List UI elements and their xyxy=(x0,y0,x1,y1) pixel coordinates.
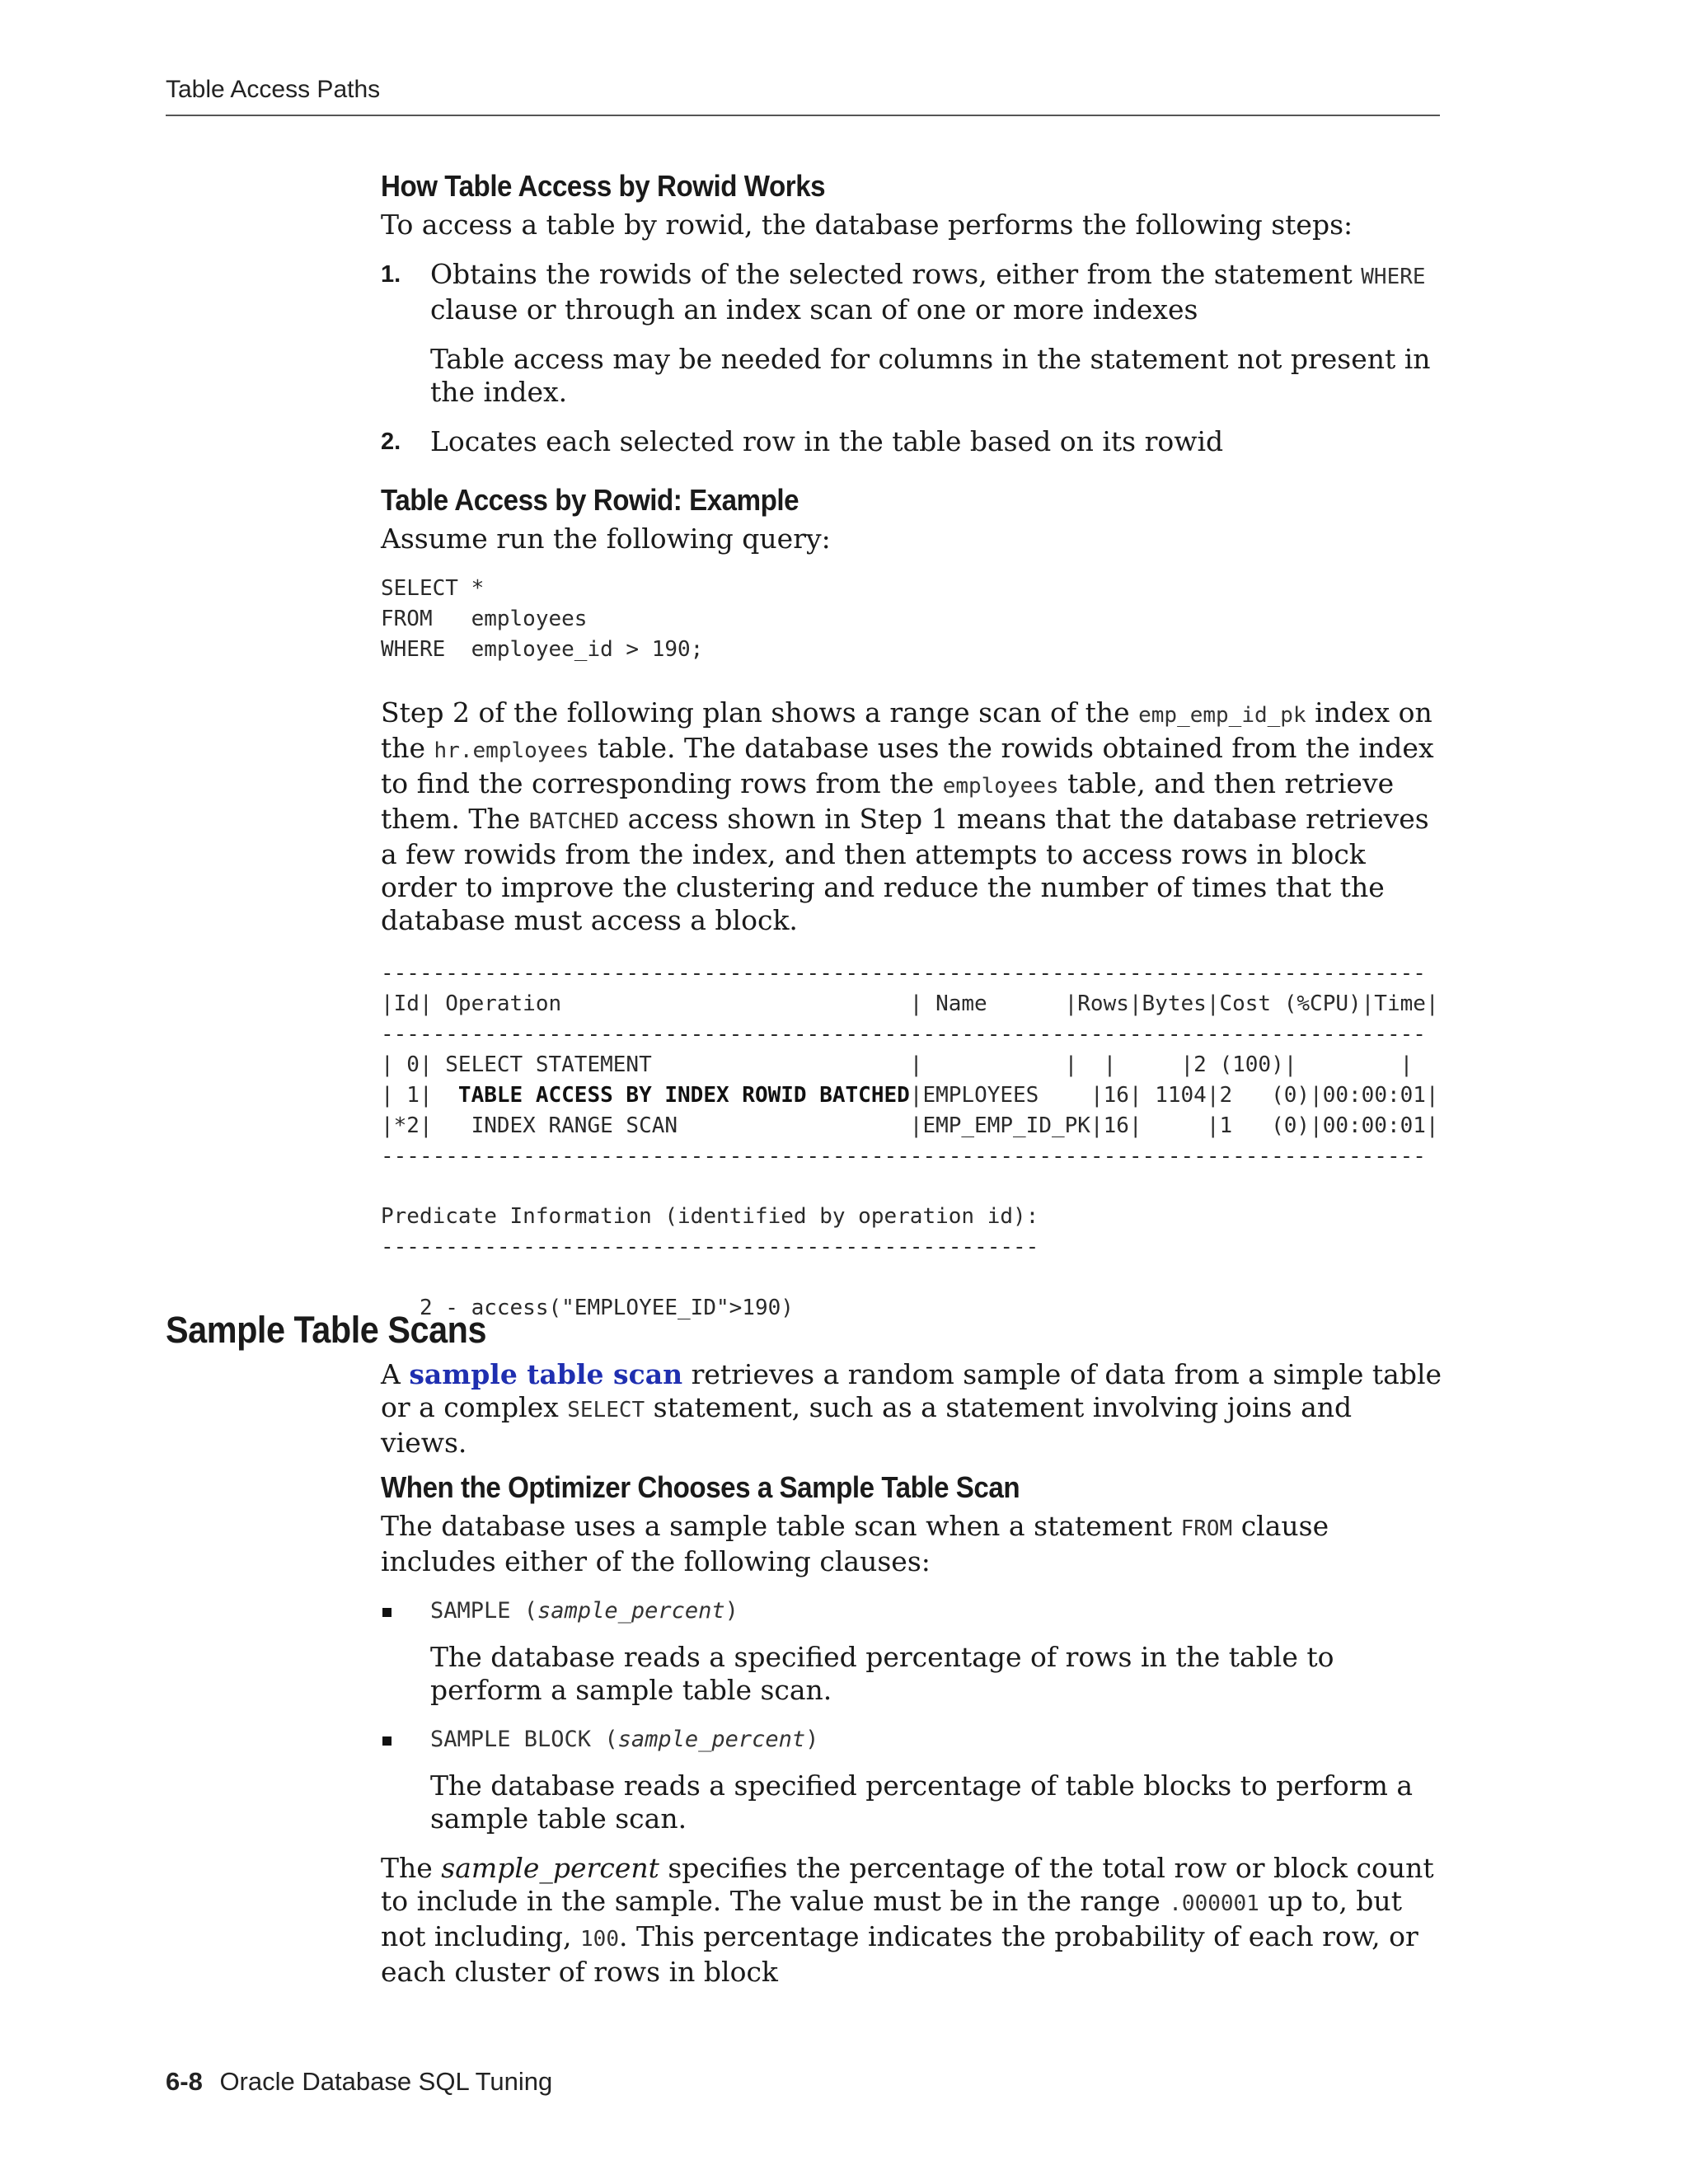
clause-description: The database reads a specified percentage of rows in the table to perform a sample table scan. xyxy=(430,1641,1334,1706)
text: A xyxy=(381,1358,410,1390)
clause-description: The database reads a specified percentage of table blocks to perform a sample table scan. xyxy=(430,1769,1414,1835)
text: The xyxy=(381,1852,442,1884)
inline-code: BATCHED xyxy=(528,809,620,834)
predicate-rule: --------------------------------------------------- xyxy=(381,1235,1039,1259)
plan-cell: |EMPLOYEES |16| 1104|2 (0)|00:00:01| xyxy=(909,1083,1439,1108)
predicate-information xyxy=(381,1202,1444,1324)
section-sample-table-scans xyxy=(166,1309,1443,1460)
plan-rule: --------------------------------------------------------------------------------- xyxy=(381,1022,1426,1047)
section-heading: How Table Access by Rowid Works xyxy=(381,169,826,203)
step-number: 1. xyxy=(381,261,401,288)
sql-query-code: SELECT * FROM employees WHERE employee_id > 190; xyxy=(381,576,704,662)
intro-paragraph: Assume run the following query: xyxy=(381,523,831,555)
clause-syntax xyxy=(430,1595,1444,1628)
plan-header-row: |Id| Operation | Name |Rows|Bytes|Cost (%CPU)|Time| xyxy=(381,991,1439,1016)
text: access shown in Step 1 means that the database retrieves a few rowids from the index, and then attempts to access rows in block order to improve the clustering and reduce the number of times that the database must access a block. xyxy=(381,803,1429,936)
section-optimizer-chooses-sample xyxy=(381,1470,1444,1989)
text: table. The database uses the rowids obtained from the index to find the corresponding rows from the xyxy=(381,732,1434,799)
section-how-rowid-works xyxy=(381,169,1444,1324)
section-heading: When the Optimizer Chooses a Sample Table Scan xyxy=(381,1470,1020,1504)
plan-rule: --------------------------------------------------------------------------------- xyxy=(381,961,1426,986)
plan-row: |*2| INDEX RANGE SCAN |EMP_EMP_ID_PK|16| |1 (0)|00:00:01| xyxy=(381,1113,1439,1138)
plan-row xyxy=(381,1080,1444,1111)
steps-list xyxy=(381,258,1444,458)
bullet-icon xyxy=(382,1736,392,1746)
bullet-icon xyxy=(382,1608,392,1617)
syntax-argument: sample_percent xyxy=(537,1598,725,1624)
step-number: 2. xyxy=(381,429,401,455)
step-text: Obtains the rowids of the selected rows, either from the statement xyxy=(430,258,1362,290)
clause-list xyxy=(381,1595,1444,1835)
text: statement, such as a statement involving joins and views. xyxy=(381,1391,1353,1459)
inline-code: .000001 xyxy=(1169,1891,1259,1916)
list-item xyxy=(381,1723,1444,1835)
inline-code: emp_emp_id_pk xyxy=(1138,703,1306,728)
glossary-link[interactable]: sample table scan xyxy=(409,1358,683,1390)
step-item xyxy=(381,425,1444,458)
book-title: Oracle Database SQL Tuning xyxy=(219,2067,553,2096)
plan-row: | 0| SELECT STATEMENT | | | |2 (100)| | xyxy=(381,1052,1414,1077)
text: table, and then retrieve them. The xyxy=(381,767,1395,835)
header-rule xyxy=(166,115,1440,116)
inline-code: 100 xyxy=(580,1927,619,1952)
section-title: Sample Table Scans xyxy=(166,1309,487,1351)
inline-code: hr.employees xyxy=(434,738,589,763)
step-item xyxy=(381,258,1444,409)
step-text: clause or through an index scan of one or more indexes xyxy=(430,293,1198,326)
text: clause includes either of the following clauses: xyxy=(381,1510,1329,1577)
page-number: 6-8 xyxy=(166,2067,203,2096)
list-item xyxy=(381,1595,1444,1707)
inline-code: WHERE xyxy=(1361,265,1426,289)
definition-paragraph xyxy=(381,1358,1444,1460)
step-text: Locates each selected row in the table based on its rowid xyxy=(430,425,1224,457)
syntax-text: ) xyxy=(724,1598,738,1624)
text: retrieves a random sample of data from a simple table or a complex xyxy=(381,1358,1442,1423)
syntax-text: SAMPLE ( xyxy=(430,1598,538,1624)
syntax-text: ) xyxy=(805,1727,819,1752)
text: specifies the percentage of the total row or block count to include in the sample. The value must be in the range xyxy=(381,1852,1434,1917)
inline-code: SELECT xyxy=(567,1398,645,1422)
clause-syntax xyxy=(430,1723,1444,1756)
intro-paragraph: To access a table by rowid, the database performs the following steps: xyxy=(381,209,1353,241)
running-header: Table Access Paths xyxy=(166,76,381,103)
plan-cell: | 1| xyxy=(381,1083,458,1108)
text: The database uses a sample table scan when a statement xyxy=(381,1510,1181,1542)
plan-rule: --------------------------------------------------------------------------------- xyxy=(381,1144,1426,1169)
section-heading: Table Access by Rowid: Example xyxy=(381,483,799,517)
execution-plan xyxy=(381,958,1444,1172)
syntax-text: SAMPLE BLOCK ( xyxy=(430,1727,618,1752)
text: . This percentage indicates the probability of each row, or each cluster of rows in block xyxy=(381,1920,1418,1988)
syntax-argument: sample_percent xyxy=(617,1727,806,1752)
text: Step 2 of the following plan shows a range scan of the xyxy=(381,696,1139,729)
step-note: Table access may be needed for columns in the statement not present in the index. xyxy=(430,343,1431,408)
closing-paragraph xyxy=(381,1852,1444,1989)
intro-paragraph xyxy=(381,1510,1444,1578)
explanation-paragraph xyxy=(381,696,1444,937)
emphasis: sample_percent xyxy=(441,1852,659,1884)
predicate-title: Predicate Information (identified by operation id): xyxy=(381,1204,1039,1229)
text: index on the xyxy=(381,696,1432,764)
inline-code: FROM xyxy=(1180,1516,1233,1541)
predicate-line: 2 - access("EMPLOYEE_ID">190) xyxy=(381,1296,794,1320)
text: up to, but not including, xyxy=(381,1885,1402,1952)
plan-operation-bold: TABLE ACCESS BY INDEX ROWID BATCHED xyxy=(457,1083,910,1108)
inline-code: employees xyxy=(942,774,1059,799)
page-footer xyxy=(166,2067,552,2097)
